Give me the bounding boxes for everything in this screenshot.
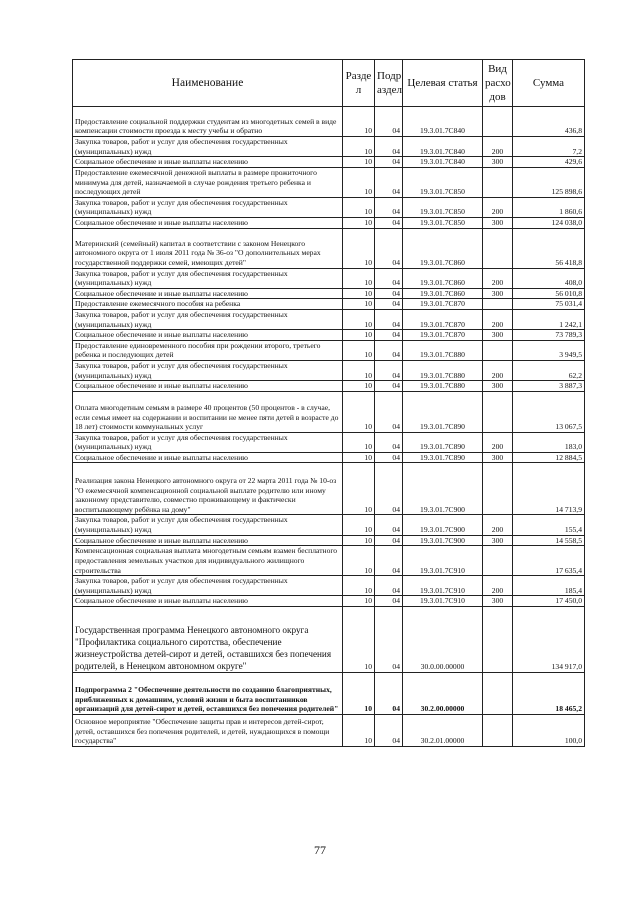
table-row bbox=[73, 340, 585, 360]
row-razdel-cell: 10 bbox=[343, 330, 375, 341]
table-row bbox=[73, 157, 585, 168]
row-razdel-cell: 10 bbox=[343, 673, 375, 715]
row-celevaya-cell: 19.3.01.7С900 bbox=[403, 463, 483, 515]
row-name-cell: Социальное обеспечение и иные выплаты населению bbox=[73, 452, 343, 463]
row-vid-cell: 200 bbox=[483, 137, 513, 157]
row-celevaya-cell: 19.3.01.7С850 bbox=[403, 167, 483, 197]
row-vid-cell: 300 bbox=[483, 452, 513, 463]
row-razdel-cell: 10 bbox=[343, 381, 375, 392]
row-razdel-cell: 10 bbox=[343, 288, 375, 299]
row-razdel-cell: 10 bbox=[343, 452, 375, 463]
table-row bbox=[73, 576, 585, 596]
row-podrazdel-cell: 04 bbox=[375, 157, 403, 168]
row-name-cell: Подпрограмма 2 "Обеспечение деятельности по созданию благоприятных, приближенных к домашним, условий жизни и быта воспитанников организаций для детей-сирот и детей, оставшихся без попечения родителей" bbox=[73, 673, 343, 715]
table-row bbox=[73, 268, 585, 288]
row-name-cell: Компенсационная социальная выплата многодетным семьям взамен бесплатного предоставления земельных участков для индивидуального жилищного строительства bbox=[73, 546, 343, 576]
row-razdel-cell: 10 bbox=[343, 167, 375, 197]
row-razdel-cell: 10 bbox=[343, 607, 375, 673]
row-celevaya-cell: 19.3.01.7С870 bbox=[403, 330, 483, 341]
row-summa-cell: 185,4 bbox=[513, 576, 585, 596]
table-row bbox=[73, 452, 585, 463]
row-podrazdel-cell: 04 bbox=[375, 137, 403, 157]
row-summa-cell: 17 635,4 bbox=[513, 546, 585, 576]
table-row bbox=[73, 391, 585, 432]
row-summa-cell: 75 031,4 bbox=[513, 299, 585, 310]
row-razdel-cell: 10 bbox=[343, 391, 375, 432]
row-celevaya-cell: 19.3.01.7С860 bbox=[403, 228, 483, 268]
row-razdel-cell: 10 bbox=[343, 596, 375, 607]
row-name-cell: Закупка товаров, работ и услуг для обеспечения государственных (муниципальных) нужд bbox=[73, 268, 343, 288]
row-podrazdel-cell: 04 bbox=[375, 217, 403, 228]
row-razdel-cell: 10 bbox=[343, 299, 375, 310]
row-podrazdel-cell: 04 bbox=[375, 299, 403, 310]
row-name-cell: Государственная программа Ненецкого автономного округа "Профилактика социального сиротства, обеспечение жизнеустройства детей-сирот и детей, оставшихся без попечения родителей, в Ненецком автономном округе" bbox=[73, 607, 343, 673]
row-razdel-cell: 10 bbox=[343, 268, 375, 288]
row-summa-cell: 134 917,0 bbox=[513, 607, 585, 673]
table-row bbox=[73, 167, 585, 197]
row-celevaya-cell: 19.3.01.7С860 bbox=[403, 268, 483, 288]
row-vid-cell bbox=[483, 463, 513, 515]
row-summa-cell: 56 010,8 bbox=[513, 288, 585, 299]
header-vid-raskhodov: Вид расхо дов bbox=[483, 60, 513, 107]
row-celevaya-cell: 19.3.01.7С880 bbox=[403, 360, 483, 380]
table-row bbox=[73, 607, 585, 673]
row-vid-cell bbox=[483, 340, 513, 360]
row-celevaya-cell: 19.3.01.7С900 bbox=[403, 515, 483, 535]
row-razdel-cell: 10 bbox=[343, 157, 375, 168]
row-podrazdel-cell: 04 bbox=[375, 381, 403, 392]
row-vid-cell bbox=[483, 546, 513, 576]
row-name-cell: Предоставление ежемесячного пособия на ребенка bbox=[73, 299, 343, 310]
row-name-cell: Закупка товаров, работ и услуг для обеспечения государственных (муниципальных) нужд bbox=[73, 432, 343, 452]
header-podrazdel: Подр аздел bbox=[375, 60, 403, 107]
row-vid-cell: 200 bbox=[483, 360, 513, 380]
row-vid-cell: 200 bbox=[483, 268, 513, 288]
row-razdel-cell: 10 bbox=[343, 309, 375, 329]
row-celevaya-cell: 19.3.01.7С910 bbox=[403, 596, 483, 607]
row-podrazdel-cell: 04 bbox=[375, 268, 403, 288]
row-celevaya-cell: 19.3.01.7С850 bbox=[403, 217, 483, 228]
row-celevaya-cell: 30.2.00.00000 bbox=[403, 673, 483, 715]
row-podrazdel-cell: 04 bbox=[375, 596, 403, 607]
table-row bbox=[73, 515, 585, 535]
row-podrazdel-cell: 04 bbox=[375, 330, 403, 341]
header-summa: Сумма bbox=[513, 60, 585, 107]
header-razdel: Разде л bbox=[343, 60, 375, 107]
row-celevaya-cell: 19.3.01.7С870 bbox=[403, 299, 483, 310]
row-summa-cell: 3 887,3 bbox=[513, 381, 585, 392]
row-celevaya-cell: 19.3.01.7С910 bbox=[403, 576, 483, 596]
table-row bbox=[73, 673, 585, 715]
row-podrazdel-cell: 04 bbox=[375, 673, 403, 715]
row-podrazdel-cell: 04 bbox=[375, 546, 403, 576]
row-razdel-cell: 10 bbox=[343, 107, 375, 137]
table-row bbox=[73, 107, 585, 137]
row-summa-cell: 62,2 bbox=[513, 360, 585, 380]
row-name-cell: Предоставление ежемесячной денежной выплаты в размере прожиточного минимума для детей, назначаемой в случае рождения третьего ребенка и последующих детей bbox=[73, 167, 343, 197]
row-name-cell: Закупка товаров, работ и услуг для обеспечения государственных (муниципальных) нужд bbox=[73, 309, 343, 329]
row-summa-cell: 436,8 bbox=[513, 107, 585, 137]
row-vid-cell: 300 bbox=[483, 217, 513, 228]
row-summa-cell: 429,6 bbox=[513, 157, 585, 168]
row-razdel-cell: 10 bbox=[343, 576, 375, 596]
row-vid-cell: 300 bbox=[483, 288, 513, 299]
row-name-cell: Предоставление единовременного пособия при рождении второго, третьего ребенка и последующих детей bbox=[73, 340, 343, 360]
row-podrazdel-cell: 04 bbox=[375, 715, 403, 747]
row-name-cell: Реализация закона Ненецкого автономного округа от 22 марта 2011 года № 10-оз "О ежемесячной компенсационной социальной выплате родителю или иному законному представителю, совместно проживающему и фактически воспитывающему ребёнка на дому" bbox=[73, 463, 343, 515]
row-name-cell: Социальное обеспечение и иные выплаты населению bbox=[73, 217, 343, 228]
row-podrazdel-cell: 04 bbox=[375, 340, 403, 360]
row-celevaya-cell: 19.3.01.7С880 bbox=[403, 340, 483, 360]
row-podrazdel-cell: 04 bbox=[375, 228, 403, 268]
row-razdel-cell: 10 bbox=[343, 137, 375, 157]
row-name-cell: Социальное обеспечение и иные выплаты населению bbox=[73, 288, 343, 299]
table-row bbox=[73, 217, 585, 228]
row-summa-cell: 7,2 bbox=[513, 137, 585, 157]
row-summa-cell: 14 558,5 bbox=[513, 535, 585, 546]
row-name-cell: Основное мероприятие "Обеспечение защиты прав и интересов детей-сирот, детей, оставшихся без попечения родителей, и детей, нуждающихся в помощи государства" bbox=[73, 715, 343, 747]
row-podrazdel-cell: 04 bbox=[375, 288, 403, 299]
row-vid-cell bbox=[483, 167, 513, 197]
row-razdel-cell: 10 bbox=[343, 340, 375, 360]
header-name: Наименование bbox=[73, 60, 343, 107]
row-name-cell: Социальное обеспечение и иные выплаты населению bbox=[73, 596, 343, 607]
table-row bbox=[73, 535, 585, 546]
table-row bbox=[73, 360, 585, 380]
row-name-cell: Закупка товаров, работ и услуг для обеспечения государственных (муниципальных) нужд bbox=[73, 197, 343, 217]
table-row bbox=[73, 309, 585, 329]
row-vid-cell: 200 bbox=[483, 432, 513, 452]
row-celevaya-cell: 19.3.01.7С870 bbox=[403, 309, 483, 329]
row-name-cell: Предоставление социальной поддержки студентам из многодетных семей в виде компенсации стоимости проезда к месту учебы и обратно bbox=[73, 107, 343, 137]
row-name-cell: Социальное обеспечение и иные выплаты населению bbox=[73, 535, 343, 546]
row-celevaya-cell: 19.3.01.7С890 bbox=[403, 432, 483, 452]
row-vid-cell bbox=[483, 673, 513, 715]
row-celevaya-cell: 19.3.01.7С890 bbox=[403, 452, 483, 463]
row-celevaya-cell: 19.3.01.7С860 bbox=[403, 288, 483, 299]
row-name-cell: Социальное обеспечение и иные выплаты населению bbox=[73, 157, 343, 168]
row-summa-cell: 18 465,2 bbox=[513, 673, 585, 715]
row-name-cell: Закупка товаров, работ и услуг для обеспечения государственных (муниципальных) нужд bbox=[73, 360, 343, 380]
row-summa-cell: 408,0 bbox=[513, 268, 585, 288]
row-podrazdel-cell: 04 bbox=[375, 452, 403, 463]
row-podrazdel-cell: 04 bbox=[375, 463, 403, 515]
row-razdel-cell: 10 bbox=[343, 546, 375, 576]
row-razdel-cell: 10 bbox=[343, 360, 375, 380]
row-summa-cell: 183,0 bbox=[513, 432, 585, 452]
row-vid-cell: 300 bbox=[483, 330, 513, 341]
row-summa-cell: 1 860,6 bbox=[513, 197, 585, 217]
row-vid-cell: 200 bbox=[483, 515, 513, 535]
header-celevaya-statya: Целевая статья bbox=[403, 60, 483, 107]
row-celevaya-cell: 30.0.00.00000 bbox=[403, 607, 483, 673]
row-podrazdel-cell: 04 bbox=[375, 167, 403, 197]
row-summa-cell: 1 242,1 bbox=[513, 309, 585, 329]
table-row bbox=[73, 546, 585, 576]
page-number: 77 bbox=[314, 843, 326, 857]
row-name-cell: Закупка товаров, работ и услуг для обеспечения государственных (муниципальных) нужд bbox=[73, 576, 343, 596]
table-row bbox=[73, 137, 585, 157]
row-summa-cell: 13 067,5 bbox=[513, 391, 585, 432]
row-podrazdel-cell: 04 bbox=[375, 607, 403, 673]
row-podrazdel-cell: 04 bbox=[375, 391, 403, 432]
row-name-cell: Материнский (семейный) капитал в соответствии с законом Ненецкого автономного округа от 1 июля 2011 года № 36-оз "О дополнительных мерах государственной поддержки семей, имеющих детей" bbox=[73, 228, 343, 268]
row-vid-cell bbox=[483, 107, 513, 137]
row-celevaya-cell: 19.3.01.7С880 bbox=[403, 381, 483, 392]
row-podrazdel-cell: 04 bbox=[375, 515, 403, 535]
row-name-cell: Закупка товаров, работ и услуг для обеспечения государственных (муниципальных) нужд bbox=[73, 137, 343, 157]
table-row bbox=[73, 715, 585, 747]
row-podrazdel-cell: 04 bbox=[375, 360, 403, 380]
row-razdel-cell: 10 bbox=[343, 515, 375, 535]
row-summa-cell: 100,0 bbox=[513, 715, 585, 747]
row-vid-cell: 200 bbox=[483, 576, 513, 596]
row-celevaya-cell: 19.3.01.7С850 bbox=[403, 197, 483, 217]
row-vid-cell bbox=[483, 715, 513, 747]
row-vid-cell: 300 bbox=[483, 381, 513, 392]
row-vid-cell bbox=[483, 607, 513, 673]
row-vid-cell: 200 bbox=[483, 197, 513, 217]
row-podrazdel-cell: 04 bbox=[375, 197, 403, 217]
row-podrazdel-cell: 04 bbox=[375, 576, 403, 596]
table-row bbox=[73, 228, 585, 268]
table-row bbox=[73, 330, 585, 341]
row-summa-cell: 56 418,8 bbox=[513, 228, 585, 268]
row-summa-cell: 3 949,5 bbox=[513, 340, 585, 360]
row-podrazdel-cell: 04 bbox=[375, 107, 403, 137]
row-vid-cell: 300 bbox=[483, 535, 513, 546]
row-razdel-cell: 10 bbox=[343, 197, 375, 217]
row-name-cell: Социальное обеспечение и иные выплаты населению bbox=[73, 381, 343, 392]
row-name-cell: Социальное обеспечение и иные выплаты населению bbox=[73, 330, 343, 341]
table-row bbox=[73, 381, 585, 392]
row-razdel-cell: 10 bbox=[343, 463, 375, 515]
table-row bbox=[73, 596, 585, 607]
row-vid-cell bbox=[483, 299, 513, 310]
table-row bbox=[73, 432, 585, 452]
table-row bbox=[73, 197, 585, 217]
budget-table bbox=[72, 59, 585, 747]
row-razdel-cell: 10 bbox=[343, 432, 375, 452]
table-row bbox=[73, 299, 585, 310]
row-celevaya-cell: 19.3.01.7С840 bbox=[403, 157, 483, 168]
row-vid-cell: 300 bbox=[483, 157, 513, 168]
table-row bbox=[73, 463, 585, 515]
row-celevaya-cell: 30.2.01.00000 bbox=[403, 715, 483, 747]
row-razdel-cell: 10 bbox=[343, 217, 375, 228]
row-celevaya-cell: 19.3.01.7С840 bbox=[403, 137, 483, 157]
table-header-row bbox=[73, 60, 585, 107]
row-summa-cell: 14 713,9 bbox=[513, 463, 585, 515]
row-summa-cell: 155,4 bbox=[513, 515, 585, 535]
row-razdel-cell: 10 bbox=[343, 715, 375, 747]
row-name-cell: Закупка товаров, работ и услуг для обеспечения государственных (муниципальных) нужд bbox=[73, 515, 343, 535]
row-podrazdel-cell: 04 bbox=[375, 535, 403, 546]
table-row bbox=[73, 288, 585, 299]
row-celevaya-cell: 19.3.01.7С910 bbox=[403, 546, 483, 576]
row-summa-cell: 12 884,5 bbox=[513, 452, 585, 463]
row-name-cell: Оплата многодетным семьям в размере 40 процентов (50 процентов - в случае, если семья имеет на содержании и воспитании не менее пяти детей в возрасте до 18 лет) стоимости коммунальных услуг bbox=[73, 391, 343, 432]
row-podrazdel-cell: 04 bbox=[375, 309, 403, 329]
table-body bbox=[73, 107, 585, 747]
row-razdel-cell: 10 bbox=[343, 228, 375, 268]
row-vid-cell: 300 bbox=[483, 596, 513, 607]
row-vid-cell bbox=[483, 391, 513, 432]
row-summa-cell: 125 898,6 bbox=[513, 167, 585, 197]
row-vid-cell: 200 bbox=[483, 309, 513, 329]
row-podrazdel-cell: 04 bbox=[375, 432, 403, 452]
row-vid-cell bbox=[483, 228, 513, 268]
row-celevaya-cell: 19.3.01.7С890 bbox=[403, 391, 483, 432]
row-summa-cell: 124 038,0 bbox=[513, 217, 585, 228]
row-summa-cell: 73 789,3 bbox=[513, 330, 585, 341]
row-celevaya-cell: 19.3.01.7С840 bbox=[403, 107, 483, 137]
row-razdel-cell: 10 bbox=[343, 535, 375, 546]
row-celevaya-cell: 19.3.01.7С900 bbox=[403, 535, 483, 546]
row-summa-cell: 17 450,0 bbox=[513, 596, 585, 607]
